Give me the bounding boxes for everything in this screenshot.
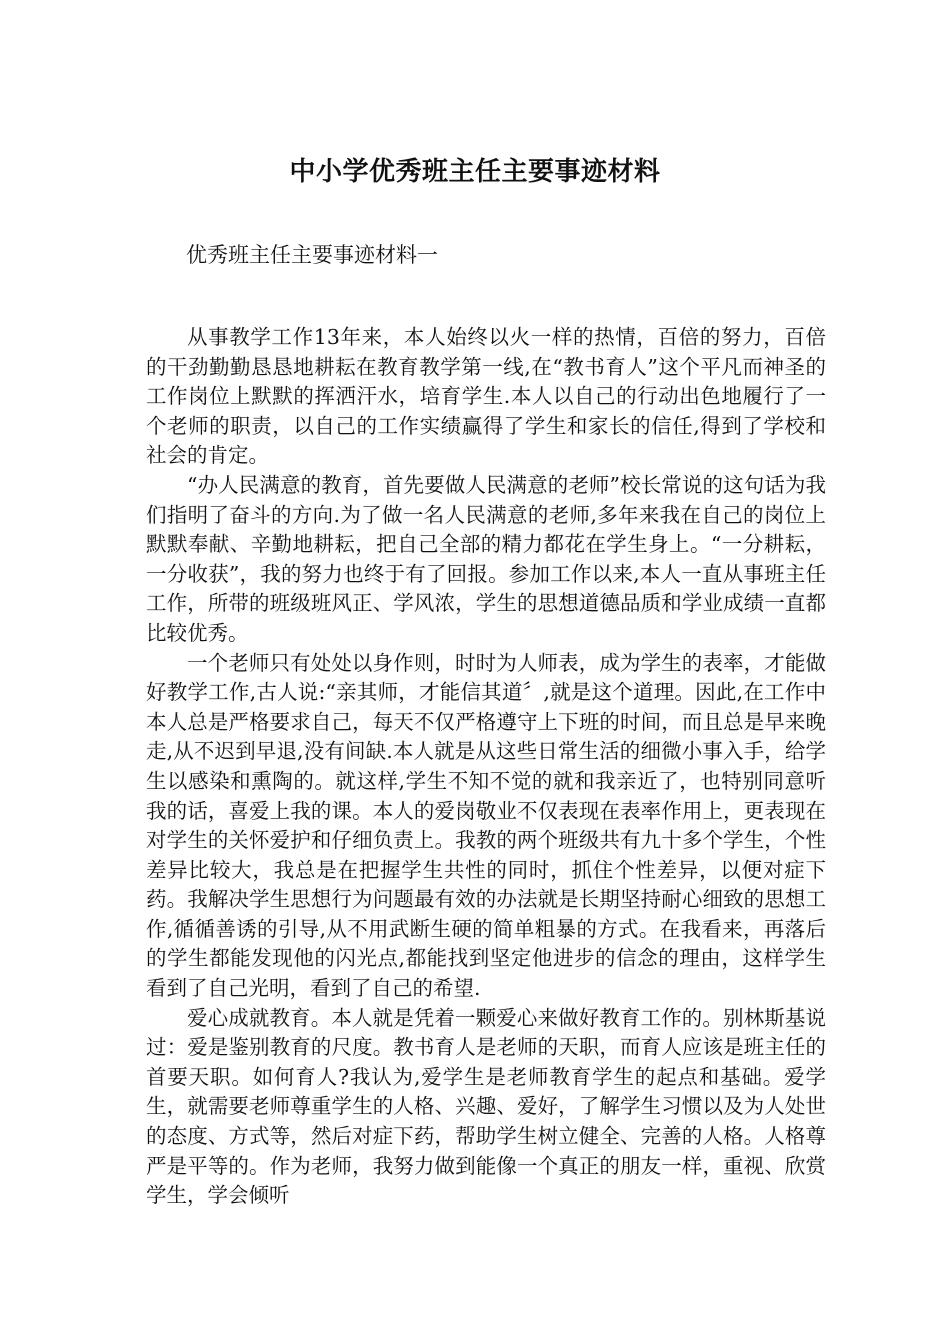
document-body [146,323,826,1211]
document-title: 中小学优秀班主任主要事迹材料 [289,157,661,187]
body-paragraph: “办人民满意的教育，首先要做人民满意的老师”校长常说的这句话为我们指明了奋斗的方向.为了做一名人民满意的老师,多年来我在自己的岗位上默默奉献、辛勤地耕耘，把自己全部的精力都花在学生身上。“一分耕耘，一分收获”，我的努力也终于有了回报。参加工作以来,本人一直从事班主任工作，所带的班级班风正、学风浓，学生的思想道德品质和学业成绩一直都比较优秀。 [146,472,826,645]
body-paragraph: 爱心成就教育。本人就是凭着一颗爱心来做好教育工作的。别林斯基说过：爱是鉴别教育的尺度。教书育人是老师的天职，而育人应该是班主任的首要天职。如何育人?我认为,爱学生是老师教育学生的起点和基础。爱学生，就需要老师尊重学生的人格、兴趣、爱好，了解学生习惯以及为人处世的态度、方式等，然后对症下药，帮助学生树立健全、完善的人格。人格尊严是平等的。作为老师，我努力做到能像一个真正的朋友一样，重视、欣赏学生，学会倾听 [146,1005,826,1208]
body-paragraph: 从事教学工作13年来，本人始终以火一样的热情，百倍的努力，百倍的干劲勤勤恳恳地耕耘在教育教学第一线,在“教书育人”这个平凡而神圣的工作岗位上默默的挥洒汗水，培育学生.本人以自己的行动出色地履行了一个老师的职责，以自己的工作实绩赢得了学生和家长的信任,得到了学校和社会的肯定。 [146,325,826,468]
document-subtitle: 优秀班主任主要事迹材料一 [186,243,438,267]
body-paragraph: 一个老师只有处处以身作则，时时为人师表，成为学生的表率，才能做好教学工作,古人说:“亲其师，才能信其道〞,就是这个道理。因此,在工作中本人总是严格要求自己，每天不仅严格遵守上下班的时间，而且总是早来晚走,从不迟到早退,没有间缺.本人就是从这些日常生活的细微小事入手，给学生以感染和熏陶的。就这样,学生不知不觉的就和我亲近了，也特别同意听我的话，喜爱上我的课。本人的爱岗敬业不仅表现在表率作用上，更表现在对学生的关怀爱护和仔细负责上。我教的两个班级共有九十多个学生，个性差异比较大，我总是在把握学生共性的同时，抓住个性差异，以便对症下药。我解决学生思想行为问题最有效的办法就是长期坚持耐心细致的思想工作,循循善诱的引导,从不用武断生硬的简单粗暴的方式。在我看来，再落后的学生都能发现他的闪光点,都能找到坚定他进步的信念的理由，这样学生看到了自己光明，看到了自己的希望. [146,650,826,1001]
